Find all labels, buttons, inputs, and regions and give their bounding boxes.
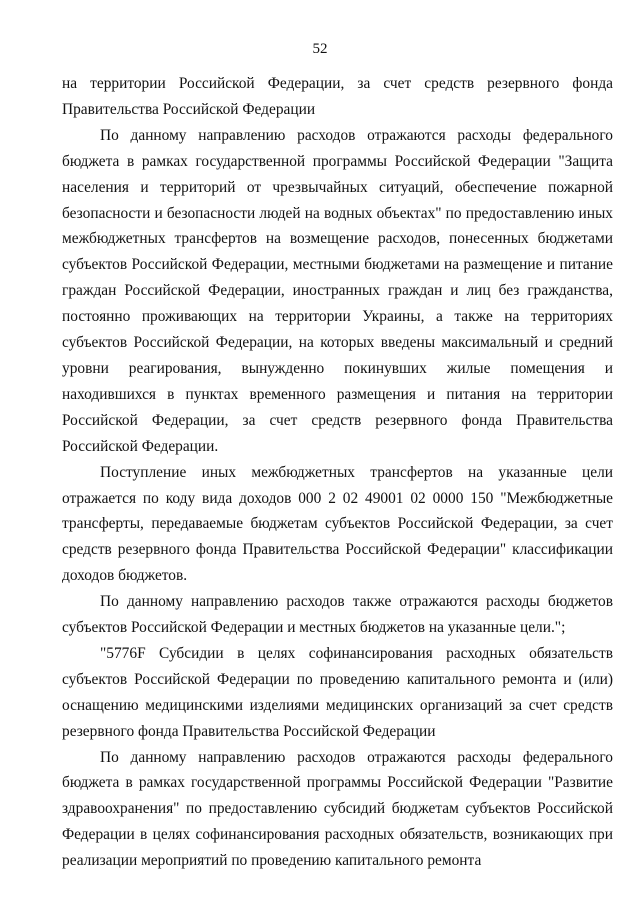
- paragraph-6: По данному направлению расходов отражаются расходы федерального бюджета в рамках государственной программы Российской Федерации "Развитие здравоохранения" по предоставлению субсидий бюджетам субъектов Российской Федерации в целях софинансирования расходных обязательств, возникающих при реализации мероприятий по проведению капитального ремонта: [62, 748, 613, 870]
- paragraph-4: По данному направлению расходов также отражаются расходы бюджетов субъектов Российской Федерации и местных бюджетов на указанные цели.";: [62, 593, 613, 637]
- document-body: [62, 71, 613, 874]
- paragraph-2: По данному направлению расходов отражаются расходы федерального бюджета в рамках государственной программы Российской Федерации "Защита населения и территорий от чрезвычайных ситуаций, обеспечение пожарной безопасности и безопасности людей на водных объектах" по предоставлению иных межбюджетных трансфертов на возмещение расходов, понесенных бюджетами субъектов Российской Федерации, местными бюджетами на размещение и питание граждан Российской Федерации, иностранных граждан и лиц без гражданства, постоянно проживающих на территории Украины, а также на территориях субъектов Российской Федерации, на которых введены максимальный и средний уровни реагирования, вынужденно покинувших жилые помещения и находившихся в пунктах временного размещения и питания на территории Российской Федерации, за счет средств резервного фонда Правительства Российской Федерации.: [62, 126, 613, 455]
- page-number: 52: [312, 41, 328, 57]
- paragraph-1: на территории Российской Федерации, за счет средств резервного фонда Правительства Российской Федерации: [62, 75, 613, 118]
- paragraph-3: Поступление иных межбюджетных трансфертов на указанные цели отражается по коду вида доходов 000 2 02 49001 02 0000 150 "Межбюджетные трансферты, передаваемые бюджетам субъектов Российской Федерации, за счет средств резервного фонда Правительства Российской Федерации" классификации доходов бюджетов.: [62, 463, 613, 585]
- paragraph-5: "5776F Субсидии в целях софинансирования расходных обязательств субъектов Российской Федерации по проведению капитального ремонта и (или) оснащению медицинскими изделиями медицинских организаций за счет средств резервного фонда Правительства Российской Федерации: [62, 644, 613, 740]
